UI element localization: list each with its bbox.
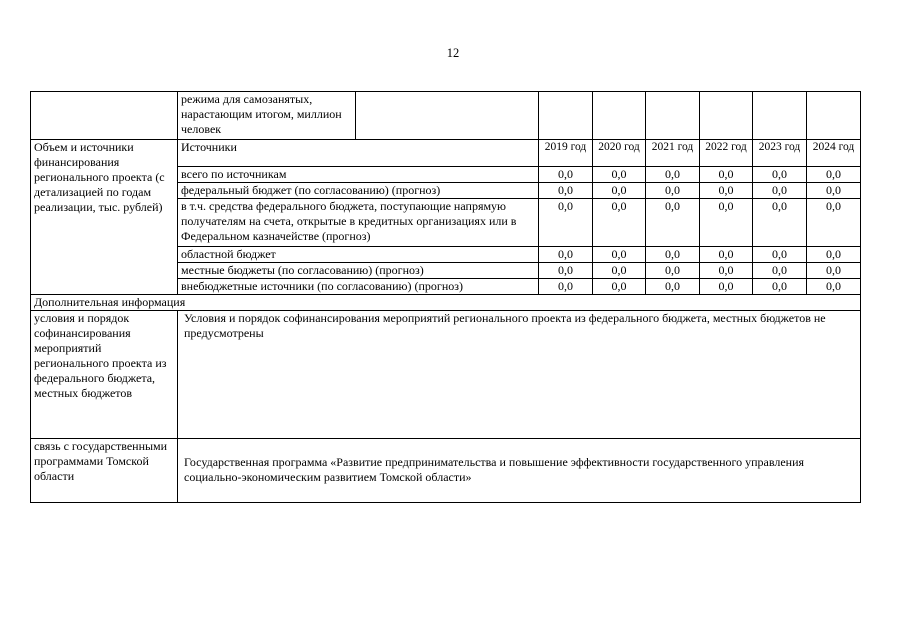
- value-cell: 0,0: [807, 167, 861, 183]
- page-number: 12: [446, 46, 460, 60]
- value-cell: 0,0: [539, 167, 593, 183]
- source-name: внебюджетные источники (по согласованию) (прогноз): [178, 279, 539, 295]
- value-cell: 0,0: [539, 279, 593, 295]
- passport-table: [30, 91, 861, 503]
- value-cell: 0,0: [646, 167, 700, 183]
- value-cell: 0,0: [753, 263, 807, 279]
- value-cell: 0,0: [753, 183, 807, 199]
- value-cell: 0,0: [700, 199, 753, 247]
- value-cell: 0,0: [700, 183, 753, 199]
- value-cell: 0,0: [700, 167, 753, 183]
- source-name: федеральный бюджет (по согласованию) (прогноз): [178, 183, 539, 199]
- value-cell: 0,0: [593, 167, 646, 183]
- cofinancing-row: [31, 311, 861, 439]
- year-header: 2022 год: [700, 140, 753, 167]
- year-header: 2024 год: [807, 140, 861, 167]
- programs-row: [31, 439, 861, 503]
- programs-text: Государственная программа «Развитие предпринимательства и повышение эффективности государственного управления социально-экономическим развитием Томской области»: [178, 439, 861, 503]
- programs-label: связь с государственными программами Томской области: [31, 439, 178, 503]
- cofinancing-label: условия и порядок софинансирования мероприятий регионального проекта из федерального бюджета, местных бюджетов: [31, 311, 178, 439]
- value-cell: 0,0: [753, 199, 807, 247]
- value-cell: 0,0: [753, 279, 807, 295]
- additional-info-header-row: [31, 295, 861, 311]
- value-cell: 0,0: [593, 247, 646, 263]
- value-cell: 0,0: [593, 263, 646, 279]
- value-cell: 0,0: [539, 199, 593, 247]
- empty-cell: [753, 92, 807, 140]
- source-name: в т.ч. средства федерального бюджета, поступающие напрямую получателям на счета, открытые в кредитных организациях или в Федеральном казначействе (прогноз): [178, 199, 539, 247]
- value-cell: 0,0: [807, 263, 861, 279]
- empty-cell: [539, 92, 593, 140]
- empty-cell: [807, 92, 861, 140]
- value-cell: 0,0: [807, 183, 861, 199]
- value-cell: 0,0: [753, 247, 807, 263]
- value-cell: 0,0: [539, 263, 593, 279]
- indicator-name-cell: режима для самозанятых, нарастающим итогом, миллион человек: [178, 92, 356, 140]
- value-cell: 0,0: [593, 183, 646, 199]
- value-cell: 0,0: [593, 199, 646, 247]
- value-cell: 0,0: [646, 247, 700, 263]
- source-name: областной бюджет: [178, 247, 539, 263]
- value-cell: 0,0: [646, 199, 700, 247]
- value-cell: 0,0: [539, 247, 593, 263]
- value-cell: 0,0: [646, 279, 700, 295]
- source-name: всего по источникам: [178, 167, 539, 183]
- empty-cell: [646, 92, 700, 140]
- value-cell: 0,0: [700, 279, 753, 295]
- year-header: 2019 год: [539, 140, 593, 167]
- value-cell: 0,0: [700, 247, 753, 263]
- value-cell: 0,0: [753, 167, 807, 183]
- value-cell: 0,0: [593, 279, 646, 295]
- empty-cell: [356, 92, 539, 140]
- empty-cell: [700, 92, 753, 140]
- financing-header-row: [31, 140, 861, 167]
- year-header: 2023 год: [753, 140, 807, 167]
- source-name: местные бюджеты (по согласованию) (прогноз): [178, 263, 539, 279]
- sources-header: Источники: [178, 140, 539, 167]
- value-cell: 0,0: [807, 279, 861, 295]
- indicator-row: [31, 92, 861, 140]
- value-cell: 0,0: [646, 263, 700, 279]
- value-cell: 0,0: [646, 183, 700, 199]
- value-cell: 0,0: [807, 199, 861, 247]
- empty-cell: [593, 92, 646, 140]
- value-cell: 0,0: [700, 263, 753, 279]
- value-cell: 0,0: [539, 183, 593, 199]
- additional-info-header: Дополнительная информация: [31, 295, 861, 311]
- cofinancing-text: Условия и порядок софинансирования мероприятий регионального проекта из федерального бюджета, местных бюджетов не предусмотрены: [178, 311, 861, 439]
- financing-label: Объем и источники финансирования регионального проекта (с детализацией по годам реализации, тыс. рублей): [31, 140, 178, 295]
- value-cell: 0,0: [807, 247, 861, 263]
- empty-label-cell: [31, 92, 178, 140]
- year-header: 2020 год: [593, 140, 646, 167]
- year-header: 2021 год: [646, 140, 700, 167]
